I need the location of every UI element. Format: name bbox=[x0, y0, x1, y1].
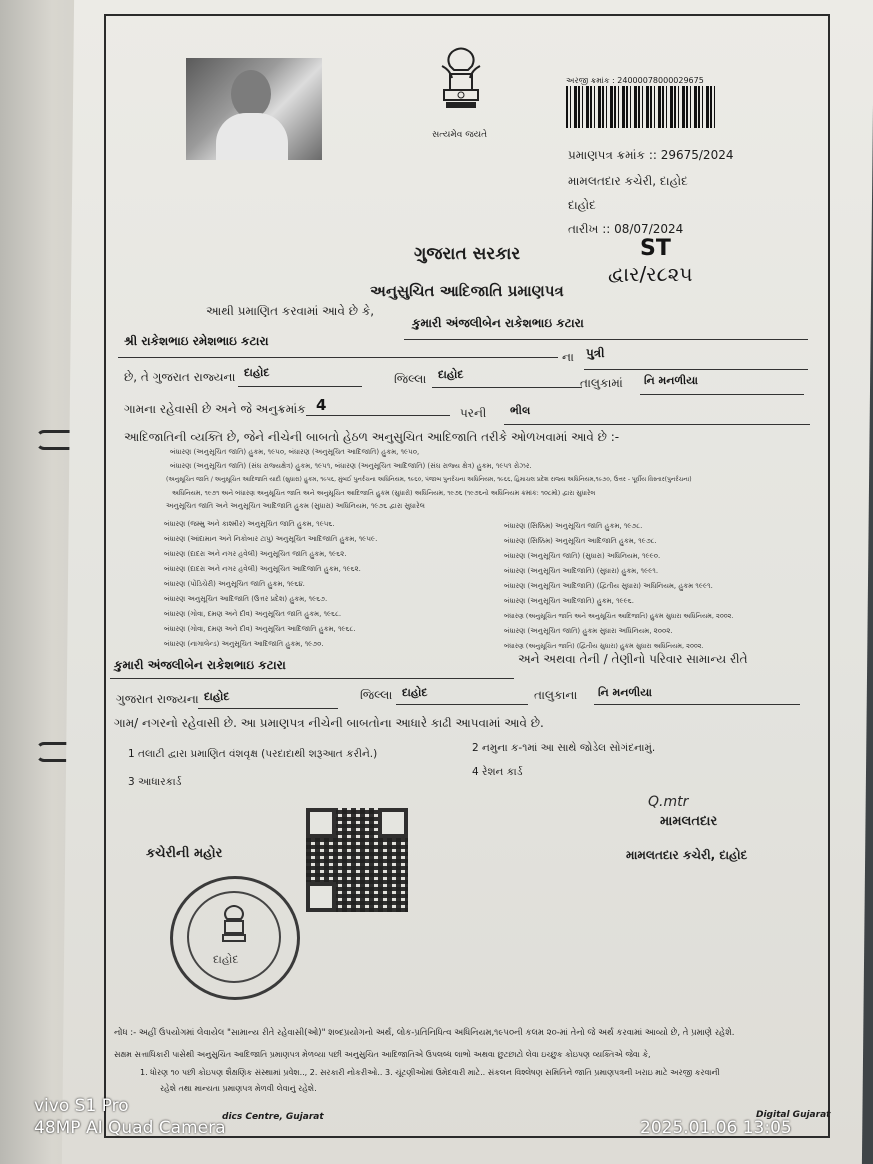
family-taluka-value: નિ મનળીયા bbox=[598, 686, 652, 699]
footnote: સક્ષમ સત્તાધિકારી પાસેથી અનુસુચિત આદિજાતિ પ્રમાણપત્ર મેળવ્યા પછી અનુસુચિત આદિજાતિએ ઉપલબ્ધ લાભો અથવા છુટછાટો લેવા ઇચ્છુક કોઇપણ વ્યક્તિએ જેવા કે, bbox=[114, 1050, 651, 1059]
tribe-name: ભીલ bbox=[510, 404, 531, 417]
district-label: જિલ્લા bbox=[394, 372, 427, 386]
order-left: બંધારણ (ગોવા, દમણ અને દીવ) અનુસૂચિત આદિજાતિ હુકમ, ૧૯૬૮. bbox=[164, 625, 356, 633]
village-label: ગામના રહેવાસી છે અને જે અનુક્રમાંક bbox=[124, 402, 306, 416]
camera-spec-watermark: 48MP AI Quad Camera bbox=[34, 1118, 226, 1138]
government-title: ગુજરાત સરકાર bbox=[414, 244, 521, 264]
order-line: અનુસૂચિત જાતિ અને અનુસૂચિત આદિજાતિ હુકમ (સુધારા) અધિનિયમ, ૧૯૭૬ દ્વારા સુધારેલ bbox=[166, 502, 425, 510]
taluka-label: તાલુકામાં bbox=[580, 376, 623, 390]
family-statement: અને અથવા તેની / તેણીનો પરિવાર સામાન્ય રીતે bbox=[518, 652, 748, 666]
digital-gujarat-label: Digital Gujarat bbox=[756, 1110, 831, 1120]
office-seal bbox=[170, 876, 300, 1000]
issuing-city: દાહોદ bbox=[568, 198, 596, 212]
office-seal-label: કચેરીની મહોર bbox=[146, 846, 223, 861]
basis-item: 2 નમુના ક-૧માં આ સાથે જોડેલ સોગંદનામું. bbox=[472, 742, 656, 754]
footnote: રહેશે તથા માન્યતા પ્રમાણપત્ર મેળવી લેવાનું રહેશે. bbox=[160, 1084, 317, 1093]
basis-item: 4 રેશન કાર્ડ bbox=[472, 766, 523, 778]
officer-office: મામલતદાર કચેરી, દાહોદ bbox=[626, 848, 748, 862]
centre-label: dics Centre, Gujarat bbox=[222, 1112, 324, 1122]
order-right: બંધારણ (અનુસૂચિત આદિજાતિ) (સુધારા) હુકમ, ૧૯૯૧. bbox=[504, 567, 659, 575]
order-line: અધિનિયમ, ૧૯૭૧ અને બંધારણ અનુસૂચિત જાતિ અને અનુસૂચિત આદિજાતિ હુકમ (સુધારો) અધિનિયમ, ૧૯૭૬ (૧૯૭૬નો અધિનિયમ ક્રમાંક: ૧૦૮મો) દ્વારા સુધારેલ bbox=[172, 489, 596, 497]
taluka-value: નિ મનળીયા bbox=[644, 374, 698, 387]
parni-label: પરની bbox=[460, 406, 487, 420]
family-taluka-label: તાલુકાના bbox=[534, 688, 578, 702]
certificate-title: અનુસુચિત આદિજાતિ પ્રમાણપત્ર bbox=[370, 282, 564, 300]
order-line: બંધારણ (અનુસૂચિત જાતિ) (સંઘ રાજ્યક્ષેત્ર) હુકમ, ૧૯૫૧, બંધારણ (અનુસૂચિત આદિજાતિ) (સંઘ રાજ્ય ક્ષેત્ર) હુકમ, ૧૯૫૧ રોઝર. bbox=[170, 462, 532, 470]
issue-date: તારીખ :: 08/07/2024 bbox=[568, 222, 684, 236]
serial-number: 4 bbox=[316, 396, 327, 414]
tribal-statement: આદિજાતિની વ્યક્તિ છે, જેને નીચેની બાબતો હેઠળ અનુસુચિત આદિજાતિ તરીકે ઓળખવામાં આવે છે :- bbox=[124, 430, 620, 444]
family-district-label: જિલ્લા bbox=[360, 688, 393, 702]
order-left: બંધારણ (ગોવા, દમણ અને દીવ) અનુસૂચિત જાતિ હુકમ, ૧૯૬૮. bbox=[164, 610, 342, 618]
order-right: બંધારણ (અનુસૂચિત જાતિ અને અનુસૂચિત આદિજાતિ) હુકમ સુધારા અધિનિયમ, ૨૦૦૨. bbox=[504, 612, 734, 620]
order-right: બંધારણ (અનુસૂચિત જાતિ) (દ્વિતીય સુધારા) હુકમ સુધારા અધિનિયમ, ૨૦૦૨. bbox=[504, 642, 704, 650]
certify-line: આથી પ્રમાણિત કરવામાં આવે છે કે, bbox=[206, 304, 375, 318]
officer-title: મામલતદાર bbox=[660, 814, 718, 829]
order-left: બંધારણ અનુસૂચિત આદિજાતિ (ઉત્તર પ્રદેશ) હુકમ, ૧૯૬૭. bbox=[164, 595, 328, 603]
officer-signature: Q.mtr bbox=[648, 794, 689, 810]
state-label: છે, તે ગુજરાત રાજ્યના bbox=[124, 370, 236, 384]
basis-item: 3 આધારકાર્ડ bbox=[128, 776, 182, 788]
order-left: બંધારણ (નાગાલેન્ડ) અનુસૂચિત આદિજાતિ હુકમ, ૧૯૭૦. bbox=[164, 640, 324, 648]
order-right: બંધારણ (અનુસૂચિત જાતિ) (સુધારા) અધિનિયમ, ૧૯૯૦. bbox=[504, 552, 661, 560]
emblem-caption: સત્યમેવ જયતે bbox=[432, 130, 488, 140]
timestamp-watermark: 2025.01.06 13:05 bbox=[640, 1118, 792, 1138]
camera-model-watermark: vivo S1 Pro bbox=[34, 1096, 129, 1116]
qr-code bbox=[306, 808, 408, 912]
order-right: બંધારણ (અનુસૂચિત જાતિ) હુકમ સુધારા અધિનિયમ, ૨૦૦૨. bbox=[504, 627, 673, 635]
certificate-number: પ્રમાણપત્ર ક્રમાંક :: 29675/2024 bbox=[568, 148, 734, 162]
issuing-office: મામલતદાર કચેરી, દાહોદ bbox=[568, 174, 688, 188]
barcode bbox=[566, 86, 718, 128]
order-right: બંધારણ (સિક્કિમ) અનુસૂચિત આદિજાતિ હુકમ, ૧૯૭૮. bbox=[504, 537, 657, 545]
district-value: દાહોદ bbox=[438, 368, 464, 381]
order-left: બંધારણ (જમ્મુ અને કાશ્મીર) અનુસૂચિત જાતિ હુકમ, ૧૯૫૬. bbox=[164, 520, 335, 528]
basis-item: 1 તલાટી દ્વારા પ્રમાણિત વંશવૃક્ષ (પરદાદાથી શરૂઆત કરીને.) bbox=[128, 748, 378, 760]
national-emblem-icon bbox=[430, 46, 492, 128]
family-district-value: દાહોદ bbox=[402, 686, 428, 699]
application-number: અરજી ક્રમાંક : 24000078000029675 bbox=[566, 76, 704, 85]
order-line: બંધારણ (અનુસૂચિત જાતિ) હુકમ, ૧૯૫૦, બંધારણ (અનુસૂચિત આદિજાતિ) હુકમ, ૧૯૫૦, bbox=[170, 448, 420, 456]
order-right: બંધારણ (અનુસૂચિત આદિજાતિ) હુકમ, ૧૯૯૬. bbox=[504, 597, 634, 605]
footnote: 1. ધોરણ ૧૦ પછી કોઇપણ શૈક્ષણિક સંસ્થામાં પ્રવેશ.., 2. સરકારી નોકરીઓ.. 3. ચૂંટણીઓમાં ઉમેદવારી માટે.. સંકલન વિશ્લેષણ સમિતિને જાતિ પ્રમાણપત્રની ખરાઇ માટે અરજી કરવાની bbox=[140, 1068, 720, 1077]
relation: પુત્રી bbox=[586, 346, 605, 360]
order-right: બંધારણ (સિક્કિમ) અનુસૂચિત જાતિ હુકમ, ૧૯૭૮. bbox=[504, 522, 643, 530]
seal-text: દાહોદ bbox=[213, 953, 239, 966]
handwritten-ref-top: ST bbox=[640, 236, 671, 261]
basis-intro: ગામ/ નગરનો રહેવાસી છે. આ પ્રમાણપત્ર નીચેની બાબતોના આધારે કાઢી આપવામાં આવે છે. bbox=[114, 716, 544, 730]
applicant-name: કુમારી અંજલીબેન રાકેશભાઇ કટારા bbox=[412, 316, 584, 330]
order-line: (અનુસૂચિત જાતિ / અનુસૂચિત આદિજાતિ યાદી (સુધારા) હુકમ, ૧૯૫૬, મુંબઈ પુનર્રચના અધિનિયમ, ૧૯૬૦, પંજાબ પુનર્રચના અધિનિયમ, ૧૯૬૬, હિમાચલ પ્રદેશ રાજ્ય અધિનિયમ,૧૯૭૦, ઉત્તર - પૂર્વીય વિસ્તાર(પુનર્રચના) bbox=[166, 476, 692, 483]
applicant-photo bbox=[186, 58, 322, 160]
family-applicant-name: કુમારી અંજલીબેન રાકેશભાઇ કટારા bbox=[114, 658, 286, 672]
family-state-value: દાહોદ bbox=[204, 690, 230, 703]
order-left: બંધારણ (દાદરા અને નગર હવેલી) અનુસૂચિત જાતિ હુકમ, ૧૯૬૨. bbox=[164, 550, 347, 558]
order-right: બંધારણ (અનુસૂચિત આદિજાતિ) (દ્વિતીય સુધારા) અધિનિયમ, હુકમ ૧૯૯૧. bbox=[504, 582, 713, 590]
order-left: બંધારણ (પોંડિચેરી) અનુસૂચિત જાતિ હુકમ, ૧૯૬૪. bbox=[164, 580, 305, 588]
order-left: બંધારણ (દાદરા અને નગર હવેલી) અનુસૂચિત આદિજાતિ હુકમ, ૧૯૬૨. bbox=[164, 565, 361, 573]
state-value: દાહોદ bbox=[244, 366, 270, 379]
order-left: બંધારણ (આંદામાન અને નિકોબાર ટાપુ) અનુસૂચિત આદિજાતિ હુકમ, ૧૯૫૯. bbox=[164, 535, 378, 543]
seal-emblem-icon bbox=[217, 905, 251, 945]
father-name: શ્રી રાકેશભાઇ રમેશભાઇ કટારા bbox=[124, 334, 269, 348]
footnote: નોંધ :- અહીં ઉપયોગમાં લેવાયેલ "સામાન્ય રીતે રહેવાસી(ઓ)" શબ્દપ્રયોગનો અર્થ, લોક-પ્રતિનિધિત્વ અધિનિયમ,૧૯૫૦ની કલમ ૨૦-માં તેનો જે અર્થ કરવામાં આવ્યો છે, તે પ્રમાણે રહેશે. bbox=[114, 1028, 735, 1038]
handwritten-ref-bottom: દ્વાર/ર૮૨૫ bbox=[608, 262, 693, 286]
na-label: ના bbox=[562, 350, 574, 364]
family-state-label: ગુજરાત રાજ્યના bbox=[116, 692, 199, 706]
